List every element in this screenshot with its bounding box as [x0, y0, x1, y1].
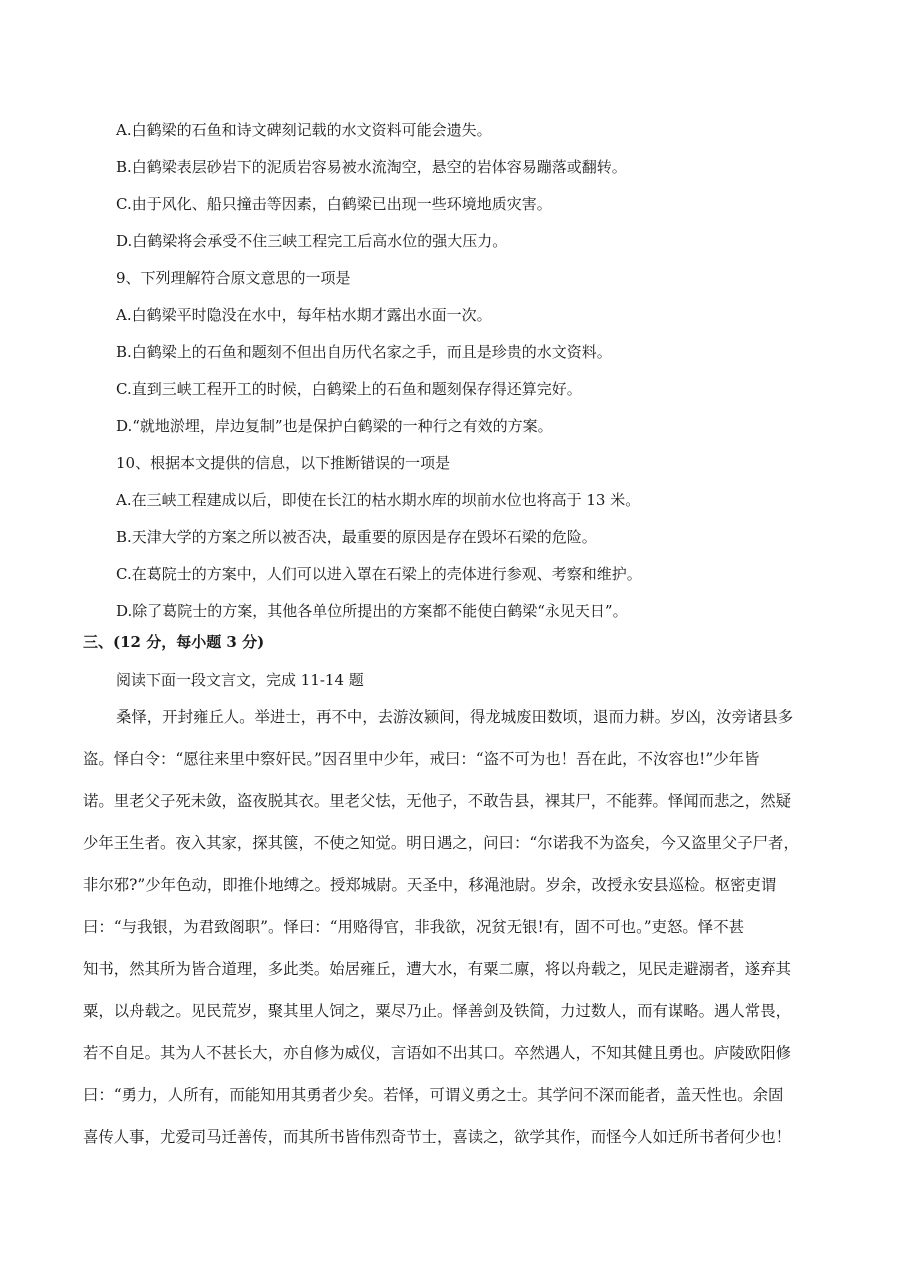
passage-line: 若不自足。其为人不甚长大，亦自修为威仪，言语如不出其口。卒然遇人，不知其健且勇也。庐陵欧阳修 — [83, 1044, 791, 1062]
q9-option-c: C.直到三峡工程开工的时候，白鹤梁上的石鱼和题刻保存得还算完好。 — [116, 380, 582, 398]
q10-option-b: B.天津大学的方案之所以被否决，最重要的原因是存在毁坏石梁的危险。 — [116, 528, 597, 546]
q9-stem: 9、下列理解符合原文意思的一项是 — [116, 269, 351, 287]
passage-line: 粟，以舟载之。见民荒岁，聚其里人饲之，粟尽乃止。怿善剑及铁简，力过数人，而有谋略。遇人常畏， — [83, 1002, 791, 1020]
q10-stem: 10、根据本文提供的信息，以下推断错误的一项是 — [116, 454, 451, 472]
q8-option-d: D.白鹤梁将会承受不住三峡工程完工后高水位的强大压力。 — [116, 232, 508, 250]
section-heading: 三、(12 分，每小题 3 分) — [83, 633, 265, 651]
section-intro: 阅读下面一段文言文，完成 11-14 题 — [116, 671, 364, 689]
passage-line: 知书，然其所为皆合道理，多此类。始居雍丘，遭大水，有粟二廪，将以舟载之，见民走避溺者，遂弃其 — [83, 960, 791, 978]
passage-line: 喜传人事，尤爱司马迁善传，而其所书皆伟烈奇节士，喜读之，欲学其作，而怪今人如迁所书者何少也！ — [83, 1128, 791, 1146]
passage-line: 少年王生者。夜入其家，探其箧，不使之知觉。明日遇之，问曰：“尔诺我不为盗矣，今又盗里父子尸者， — [83, 834, 799, 852]
passage-line: 非尔邪?”少年色动，即推仆地缚之。授郑城尉。天圣中，移渑池尉。岁余，改授永安县巡检。枢密吏谓 — [83, 876, 777, 894]
q8-option-c: C.由于风化、船只撞击等因素，白鹤梁已出现一些环境地质灾害。 — [116, 195, 552, 213]
passage-line: 曰：“勇力，人所有，而能知用其勇者少矣。若怿，可谓义勇之士。其学问不深而能者，盖天性也。余固 — [83, 1086, 784, 1104]
q9-option-d: D.“就地淤埋，岸边复制”也是保护白鹤梁的一种行之有效的方案。 — [116, 417, 553, 435]
q10-option-a: A.在三峡工程建成以后，即使在长江的枯水期水库的坝前水位也将高于 13 米。 — [116, 491, 641, 509]
passage-line: 盗。怿白令：“愿往来里中察奸民。”因召里中少年，戒曰：“盗不可为也！吾在此，不汝容也!”少年皆 — [83, 750, 760, 768]
q8-option-a: A.白鹤梁的石鱼和诗文碑刻记载的水文资料可能会遗失。 — [116, 121, 492, 139]
q9-option-a: A.白鹤梁平时隐没在水中，每年枯水期才露出水面一次。 — [116, 306, 492, 324]
q9-option-b: B.白鹤梁上的石鱼和题刻不但出自历代名家之手，而且是珍贵的水文资料。 — [116, 343, 612, 361]
passage-line: 诺。里老父子死未敛，盗夜脱其衣。里老父怯，无他子，不敢告县，裸其尸，不能葬。怿闻而悲之，然疑 — [83, 792, 791, 810]
q10-option-c: C.在葛院士的方案中，人们可以进入罩在石梁上的壳体进行参观、考察和维护。 — [116, 565, 642, 583]
q10-option-d: D.除了葛院士的方案，其他各单位所提出的方案都不能使白鹤梁“永见天日”。 — [116, 602, 628, 620]
passage-line: 曰：“与我银，为君致阁职”。怿曰：“用赂得官，非我欲，况贫无银!有，固不可也。”吏怒。怿不甚 — [83, 918, 744, 936]
passage-line: 桑怿，开封雍丘人。举进士，再不中，去游汝颍间，得龙城废田数顷，退而力耕。岁凶，汝旁诸县多 — [116, 708, 794, 726]
q8-option-b: B.白鹤梁表层砂岩下的泥质岩容易被水流淘空，悬空的岩体容易蹦落或翻转。 — [116, 158, 627, 176]
